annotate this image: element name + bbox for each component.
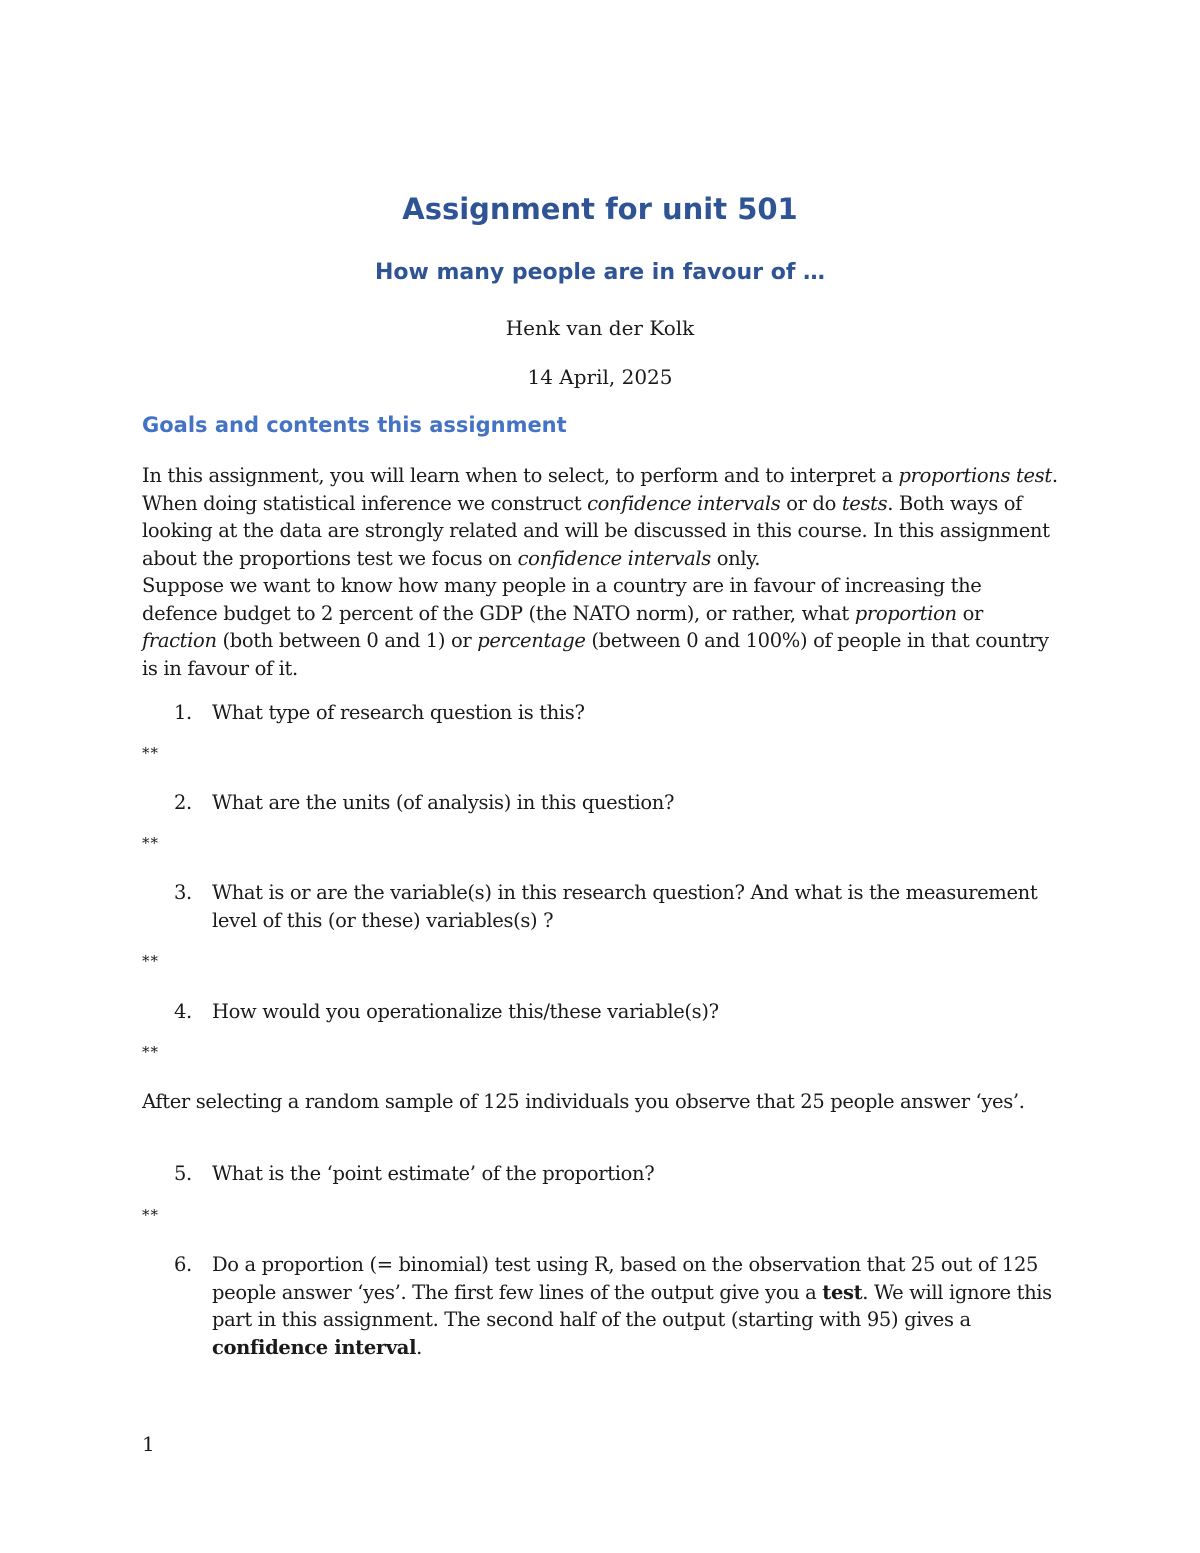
question-number: 4.	[174, 1000, 192, 1023]
question-2	[142, 789, 1062, 817]
author-name: Henk van der Kolk	[505, 316, 695, 340]
question-text: What type of research question is this?	[212, 701, 585, 724]
question-number: 1.	[174, 701, 192, 724]
question-text: What is or are the variable(s) in this research question? And what is the measurement level of this (or these) variables(s) ?	[212, 881, 1038, 932]
intro-text	[142, 462, 1062, 682]
section-heading: Goals and contents this assignment	[142, 413, 567, 437]
answer-marker: **	[142, 744, 159, 762]
page-number: 1	[142, 1432, 155, 1456]
document-date: 14 April, 2025	[527, 365, 673, 389]
intro-paragraph-1: In this assignment, you will learn when to select, to perform and to interpret a proportions test. When doing statistical inference we construct confidence intervals or do tests. Both ways of looking at the data are strongly related and will be discussed in this course. In this assignment about the proportions test we focus on confidence intervals only.	[142, 464, 1058, 570]
question-number: 5.	[174, 1162, 192, 1185]
document-title: Assignment for unit 501	[402, 192, 798, 226]
question-number: 6.	[174, 1253, 192, 1276]
question-6	[142, 1251, 1062, 1361]
document-subtitle: How many people are in favour of …	[374, 260, 826, 285]
question-text: What are the units (of analysis) in this question?	[212, 791, 675, 814]
answer-marker: **	[142, 1206, 159, 1224]
question-5	[142, 1160, 1062, 1188]
sample-paragraph: After selecting a random sample of 125 individuals you observe that 25 people answer ‘yes’.	[142, 1090, 1025, 1113]
answer-marker: **	[142, 834, 159, 852]
question-3	[142, 879, 1062, 934]
question-text: Do a proportion (= binomial) test using R, based on the observation that 25 out of 125 people answer ‘yes’. The first few lines of the output give you a test. We will ignore this part in this assignment. The second half of the output (starting with 95) gives a confidence interval.	[212, 1253, 1052, 1359]
answer-marker: **	[142, 952, 159, 970]
intro-paragraph-2: Suppose we want to know how many people in a country are in favour of increasing the defence budget to 2 percent of the GDP (the NATO norm), or rather, what proportion or fraction (both between 0 and 1) or percentage (between 0 and 100%) of people in that country is in favour of it.	[142, 574, 1049, 680]
question-1	[142, 699, 1062, 727]
answer-marker: **	[142, 1043, 159, 1061]
question-text: What is the ‘point estimate’ of the proportion?	[212, 1162, 655, 1185]
question-4	[142, 998, 1062, 1026]
question-text: How would you operationalize this/these variable(s)?	[212, 1000, 719, 1023]
question-number: 2.	[174, 791, 192, 814]
question-number: 3.	[174, 881, 192, 904]
